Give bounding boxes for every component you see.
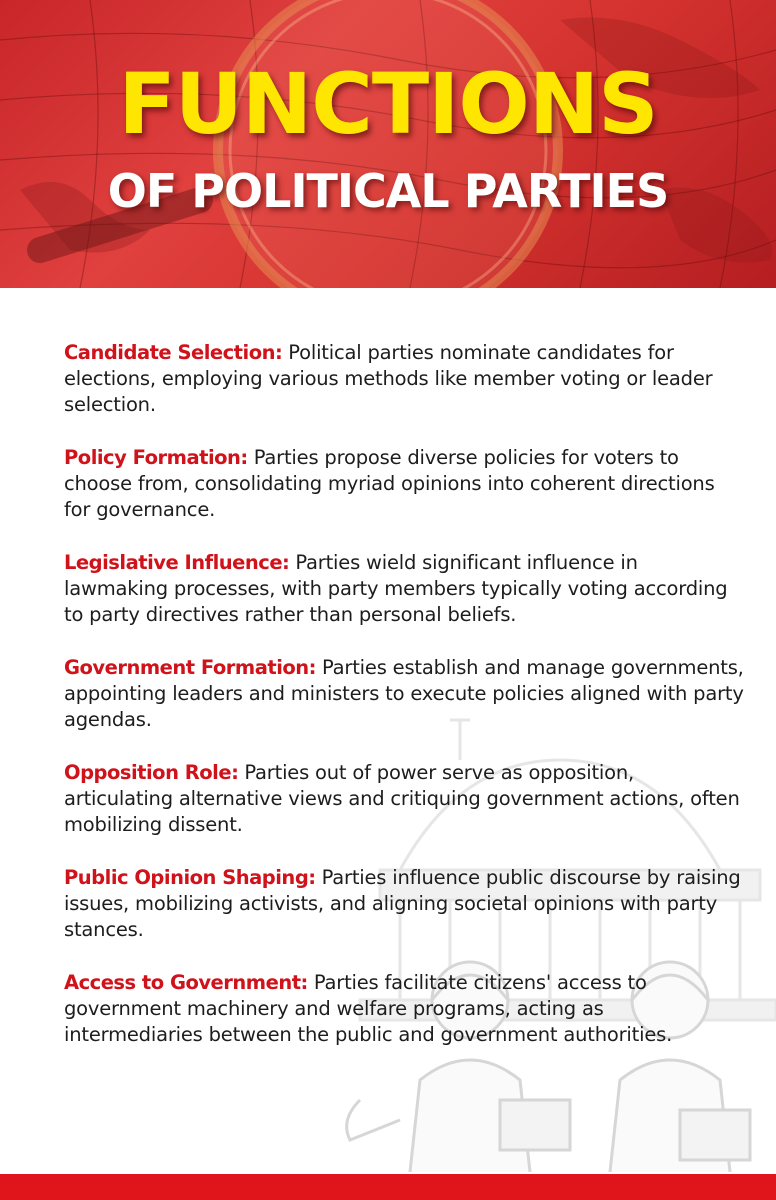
list-item-candidate-selection bbox=[64, 340, 744, 418]
list-item-policy-formation bbox=[64, 445, 744, 523]
item-label: Public Opinion Shaping: bbox=[64, 866, 316, 889]
list-item-government-formation bbox=[64, 655, 744, 733]
item-text: Parties influence public discourse by raising issues, mobilizing activists, and aligning societal opinions with party stances. bbox=[64, 866, 741, 941]
item-label: Policy Formation: bbox=[64, 446, 248, 469]
item-label: Government Formation: bbox=[64, 656, 316, 679]
item-label: Opposition Role: bbox=[64, 761, 239, 784]
list-item-legislative-influence bbox=[64, 550, 744, 628]
list-item-opposition-role bbox=[64, 760, 744, 838]
item-text: Parties wield significant influence in lawmaking processes, with party members typically voting according to party directives rather than personal beliefs. bbox=[64, 551, 728, 626]
list-item-access-to-government bbox=[64, 970, 744, 1048]
page-subtitle: OF POLITICAL PARTIES bbox=[107, 164, 669, 218]
item-text: Parties establish and manage governments, appointing leaders and ministers to execute policies aligned with party agendas. bbox=[64, 656, 744, 731]
page-title: FUNCTIONS bbox=[118, 55, 658, 153]
list-item-public-opinion-shaping bbox=[64, 865, 744, 943]
item-label: Access to Government: bbox=[64, 971, 308, 994]
footer-bar bbox=[0, 1174, 776, 1200]
functions-list bbox=[64, 340, 744, 1075]
item-label: Legislative Influence: bbox=[64, 551, 290, 574]
item-text: Parties facilitate citizens' access to government machinery and welfare programs, acting as intermediaries between the public and government authorities. bbox=[64, 971, 673, 1046]
item-text: Political parties nominate candidates for elections, employing various methods like member voting or leader selection. bbox=[64, 341, 713, 416]
item-text: Parties propose diverse policies for voters to choose from, consolidating myriad opinions into coherent directions for governance. bbox=[64, 446, 715, 521]
item-label: Candidate Selection: bbox=[64, 341, 283, 364]
item-text: Parties out of power serve as opposition, articulating alternative views and critiquing government actions, often mobilizing dissent. bbox=[64, 761, 740, 836]
header-banner bbox=[0, 0, 776, 288]
